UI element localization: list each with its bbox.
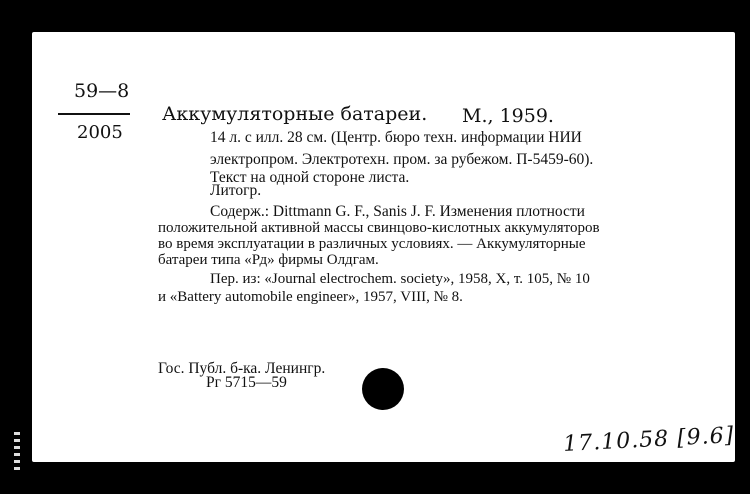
- entry-line-10: и «Battery automobile engineer», 1957, VIII, № 8.: [158, 289, 463, 305]
- entry-line-6: положительной активной массы свинцово-кислотных аккумуляторов: [158, 220, 600, 236]
- entry-line-5: Содерж.: Dittmann G. F., Sanis J. F. Изменения плотности: [210, 203, 585, 220]
- class-number: 59—8: [74, 80, 130, 102]
- entry-line-3: Текст на одной стороне листа.: [210, 169, 410, 186]
- author-mark: 2005: [77, 122, 123, 143]
- film-edge-marks: [14, 432, 24, 492]
- entry-imprint: М., 1959.: [462, 105, 554, 127]
- handwritten-date: 17.10.58 [9.6]: [562, 423, 735, 457]
- catalog-card: [32, 32, 735, 462]
- library-record: Рг 5715—59: [206, 374, 287, 391]
- entry-line-8: батареи типа «Рд» фирмы Олдгам.: [158, 252, 379, 268]
- class-number-rule: [58, 113, 130, 115]
- punch-hole: [362, 368, 404, 410]
- entry-line-2: электропром. Электротехн. пром. за рубежом. П-5459-60).: [210, 151, 594, 168]
- library-name: Гос. Публ. б-ка. Ленингр.: [158, 360, 326, 377]
- entry-line-4: Литогр.: [210, 182, 262, 199]
- entry-title: Аккумуляторные батареи.: [162, 103, 428, 125]
- entry-line-9: Пер. из: «Journal electrochem. society», 1958, X, т. 105, № 10: [210, 271, 590, 287]
- entry-line-1: 14 л. с илл. 28 см. (Центр. бюро техн. информации НИИ: [210, 129, 582, 146]
- entry-line-7: во время эксплуатации в различных условиях. — Аккумуляторные: [158, 236, 586, 252]
